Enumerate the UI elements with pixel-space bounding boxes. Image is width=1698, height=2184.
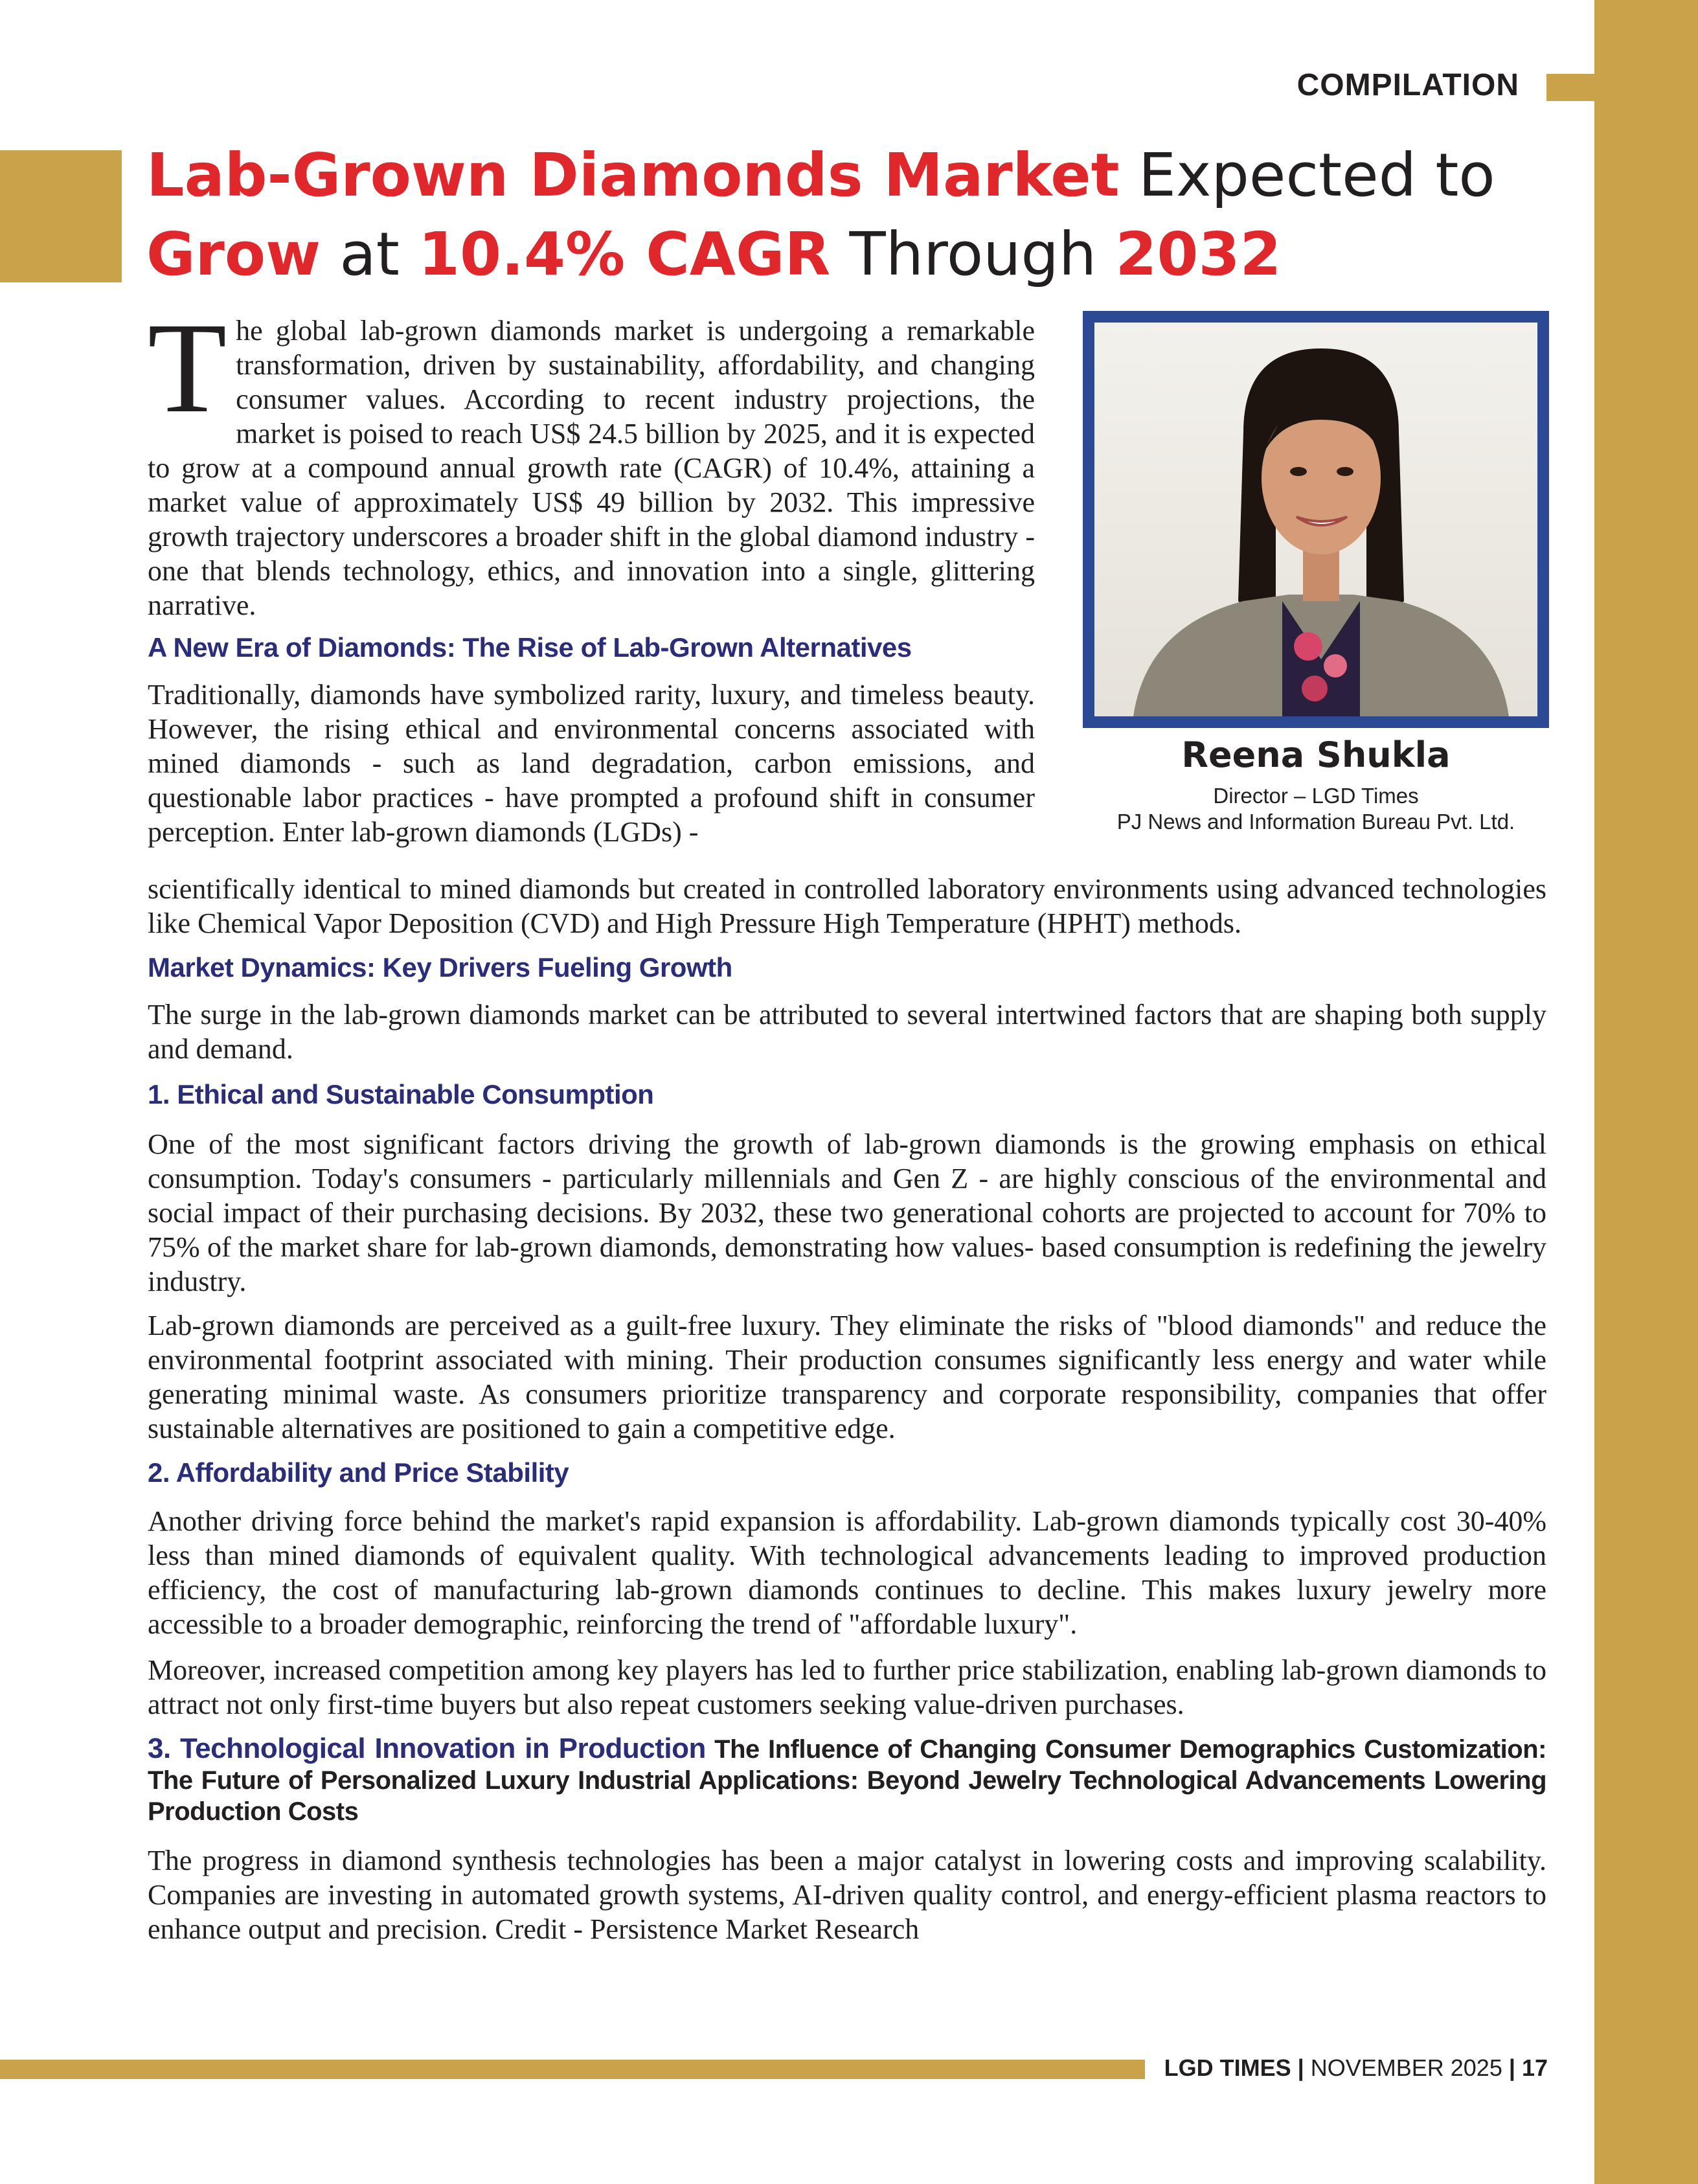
heading-ethical: 1. Ethical and Sustainable Consumption xyxy=(148,1079,654,1109)
headline-part: 10.4% CAGR xyxy=(418,220,831,289)
drop-cap: T xyxy=(148,297,227,440)
footer-page-number: 17 xyxy=(1521,2054,1548,2081)
paragraph-scientific: scientifically identical to mined diamonds but created in controlled laboratory environments using advanced technologies like Chemical Vapor Deposition (CVD) and High Pressure High Temperature (HPHT) methods. xyxy=(148,873,1546,939)
right-gold-bar xyxy=(1594,0,1698,2184)
paragraph-traditional: Traditionally, diamonds have symbolized rarity, luxury, and timeless beauty. However, the rising ethical and environmental concerns associated with mined diamonds - such as land degradation, carbon emissions, and questionable labor practices - have prompted a profound shift in consumer perception. Enter lab-grown diamonds (LGDs) - xyxy=(148,679,1035,848)
heading-technology-subtopics: The Influence of Changing Consumer Demographics Customization: The Future of Personalized Luxury Industrial Applications: Beyond Jewelry Technological Advancements Lowering Production Costs xyxy=(148,1735,1546,1826)
headline-part: 2032 xyxy=(1115,220,1282,289)
footer-separator: | xyxy=(1297,2054,1304,2081)
paragraph-ethical-1: One of the most significant factors driving the growth of lab-grown diamonds is the growing emphasis on ethical consumption. Today's consumers - particularly millennials and Gen Z - are highly conscious of the environmental and social impact of their purchasing decisions. By 2032, these two generational cohorts are projected to account for 70% to 75% of the market share for lab-grown diamonds, demonstrating how values- based consumption is redefining the jewelry industry. xyxy=(148,1128,1546,1297)
headline-part: at xyxy=(321,220,419,289)
headline-part: Grow xyxy=(146,220,321,289)
heading-market-dynamics: Market Dynamics: Key Drivers Fueling Growth xyxy=(148,952,732,983)
intro-text: he global lab-grown diamonds market is undergoing a remarkable transformation, driven by sustainability, affordability, and changing consumer values. According to recent industry projections, the market is poised to reach US$ 24.5 billion by 2025, and it is expected to grow at a compound annual growth rate (CAGR) of 10.4%, attaining a market value of approximately US$ 49 billion by 2032. This impressive growth trajectory underscores a broader shift in the global diamond industry - one that blends technology, ethics, and innovation into a single, glittering narrative. xyxy=(148,315,1035,621)
heading-new-era: A New Era of Diamonds: The Rise of Lab-Grown Alternatives xyxy=(148,632,912,663)
paragraph-ethical-2: Lab-grown diamonds are perceived as a guilt-free luxury. They eliminate the risks of "blood diamonds" and reduce the environmental footprint associated with mining. Their production consumes significantly less energy and water while generating minimal waste. As consumers prioritize transparency and corporate responsibility, companies that offer sustainable alternatives are positioned to gain a competitive edge. xyxy=(148,1310,1546,1444)
author-photo xyxy=(1094,323,1537,716)
heading-affordability: 2. Affordability and Price Stability xyxy=(148,1457,569,1488)
headline-part: Lab-Grown Diamonds Market xyxy=(146,141,1120,210)
paragraph-affordability-1: Another driving force behind the market's rapid expansion is affordability. Lab-grown diamonds typically cost 30-40% less than mined diamonds of equivalent quality. With technological advancements leading to improved production efficiency, the cost of manufacturing lab-grown diamonds continues to decline. This makes luxury jewelry more accessible to a broader demographic, reinforcing the trend of "affordable luxury". xyxy=(148,1505,1546,1640)
headline xyxy=(146,136,1571,294)
headline-part: Expected to xyxy=(1119,141,1495,210)
author-name: Reena Shukla xyxy=(1181,734,1451,775)
author-role: Director – LGD Times xyxy=(1213,784,1419,808)
heading-technology xyxy=(148,1733,1546,1827)
footer-separator: | xyxy=(1508,2054,1515,2081)
footer-date: NOVEMBER 2025 xyxy=(1310,2054,1502,2081)
headline-accent-block xyxy=(0,150,122,282)
heading-technology-title: 3. Technological Innovation in Production xyxy=(148,1733,706,1764)
footer xyxy=(1164,2054,1548,2082)
headline-part: Through xyxy=(830,220,1116,289)
paragraph-surge: The surge in the lab-grown diamonds market can be attributed to several intertwined factors that are shaping both supply and demand. xyxy=(148,999,1546,1065)
footer-gold-bar xyxy=(0,2060,1145,2079)
intro-paragraph xyxy=(148,297,1035,622)
section-label: COMPILATION xyxy=(1296,68,1519,102)
paragraph-affordability-2: Moreover, increased competition among key players has led to further price stabilization, enabling lab-grown diamonds to attract not only first-time buyers but also repeat customers seeking value-driven purchases. xyxy=(148,1654,1546,1720)
footer-publication: LGD TIMES xyxy=(1164,2054,1291,2081)
author-portrait-illustration xyxy=(1094,323,1537,716)
section-label-bar xyxy=(1546,74,1596,101)
paragraph-technology: The progress in diamond synthesis technologies has been a major catalyst in lowering costs and improving scalability. Companies are investing in automated growth systems, AI-driven quality control, and energy-efficient plasma reactors to enhance output and precision. Credit - Persistence Market Research xyxy=(148,1845,1546,1945)
author-organization: PJ News and Information Bureau Pvt. Ltd. xyxy=(1116,810,1515,834)
